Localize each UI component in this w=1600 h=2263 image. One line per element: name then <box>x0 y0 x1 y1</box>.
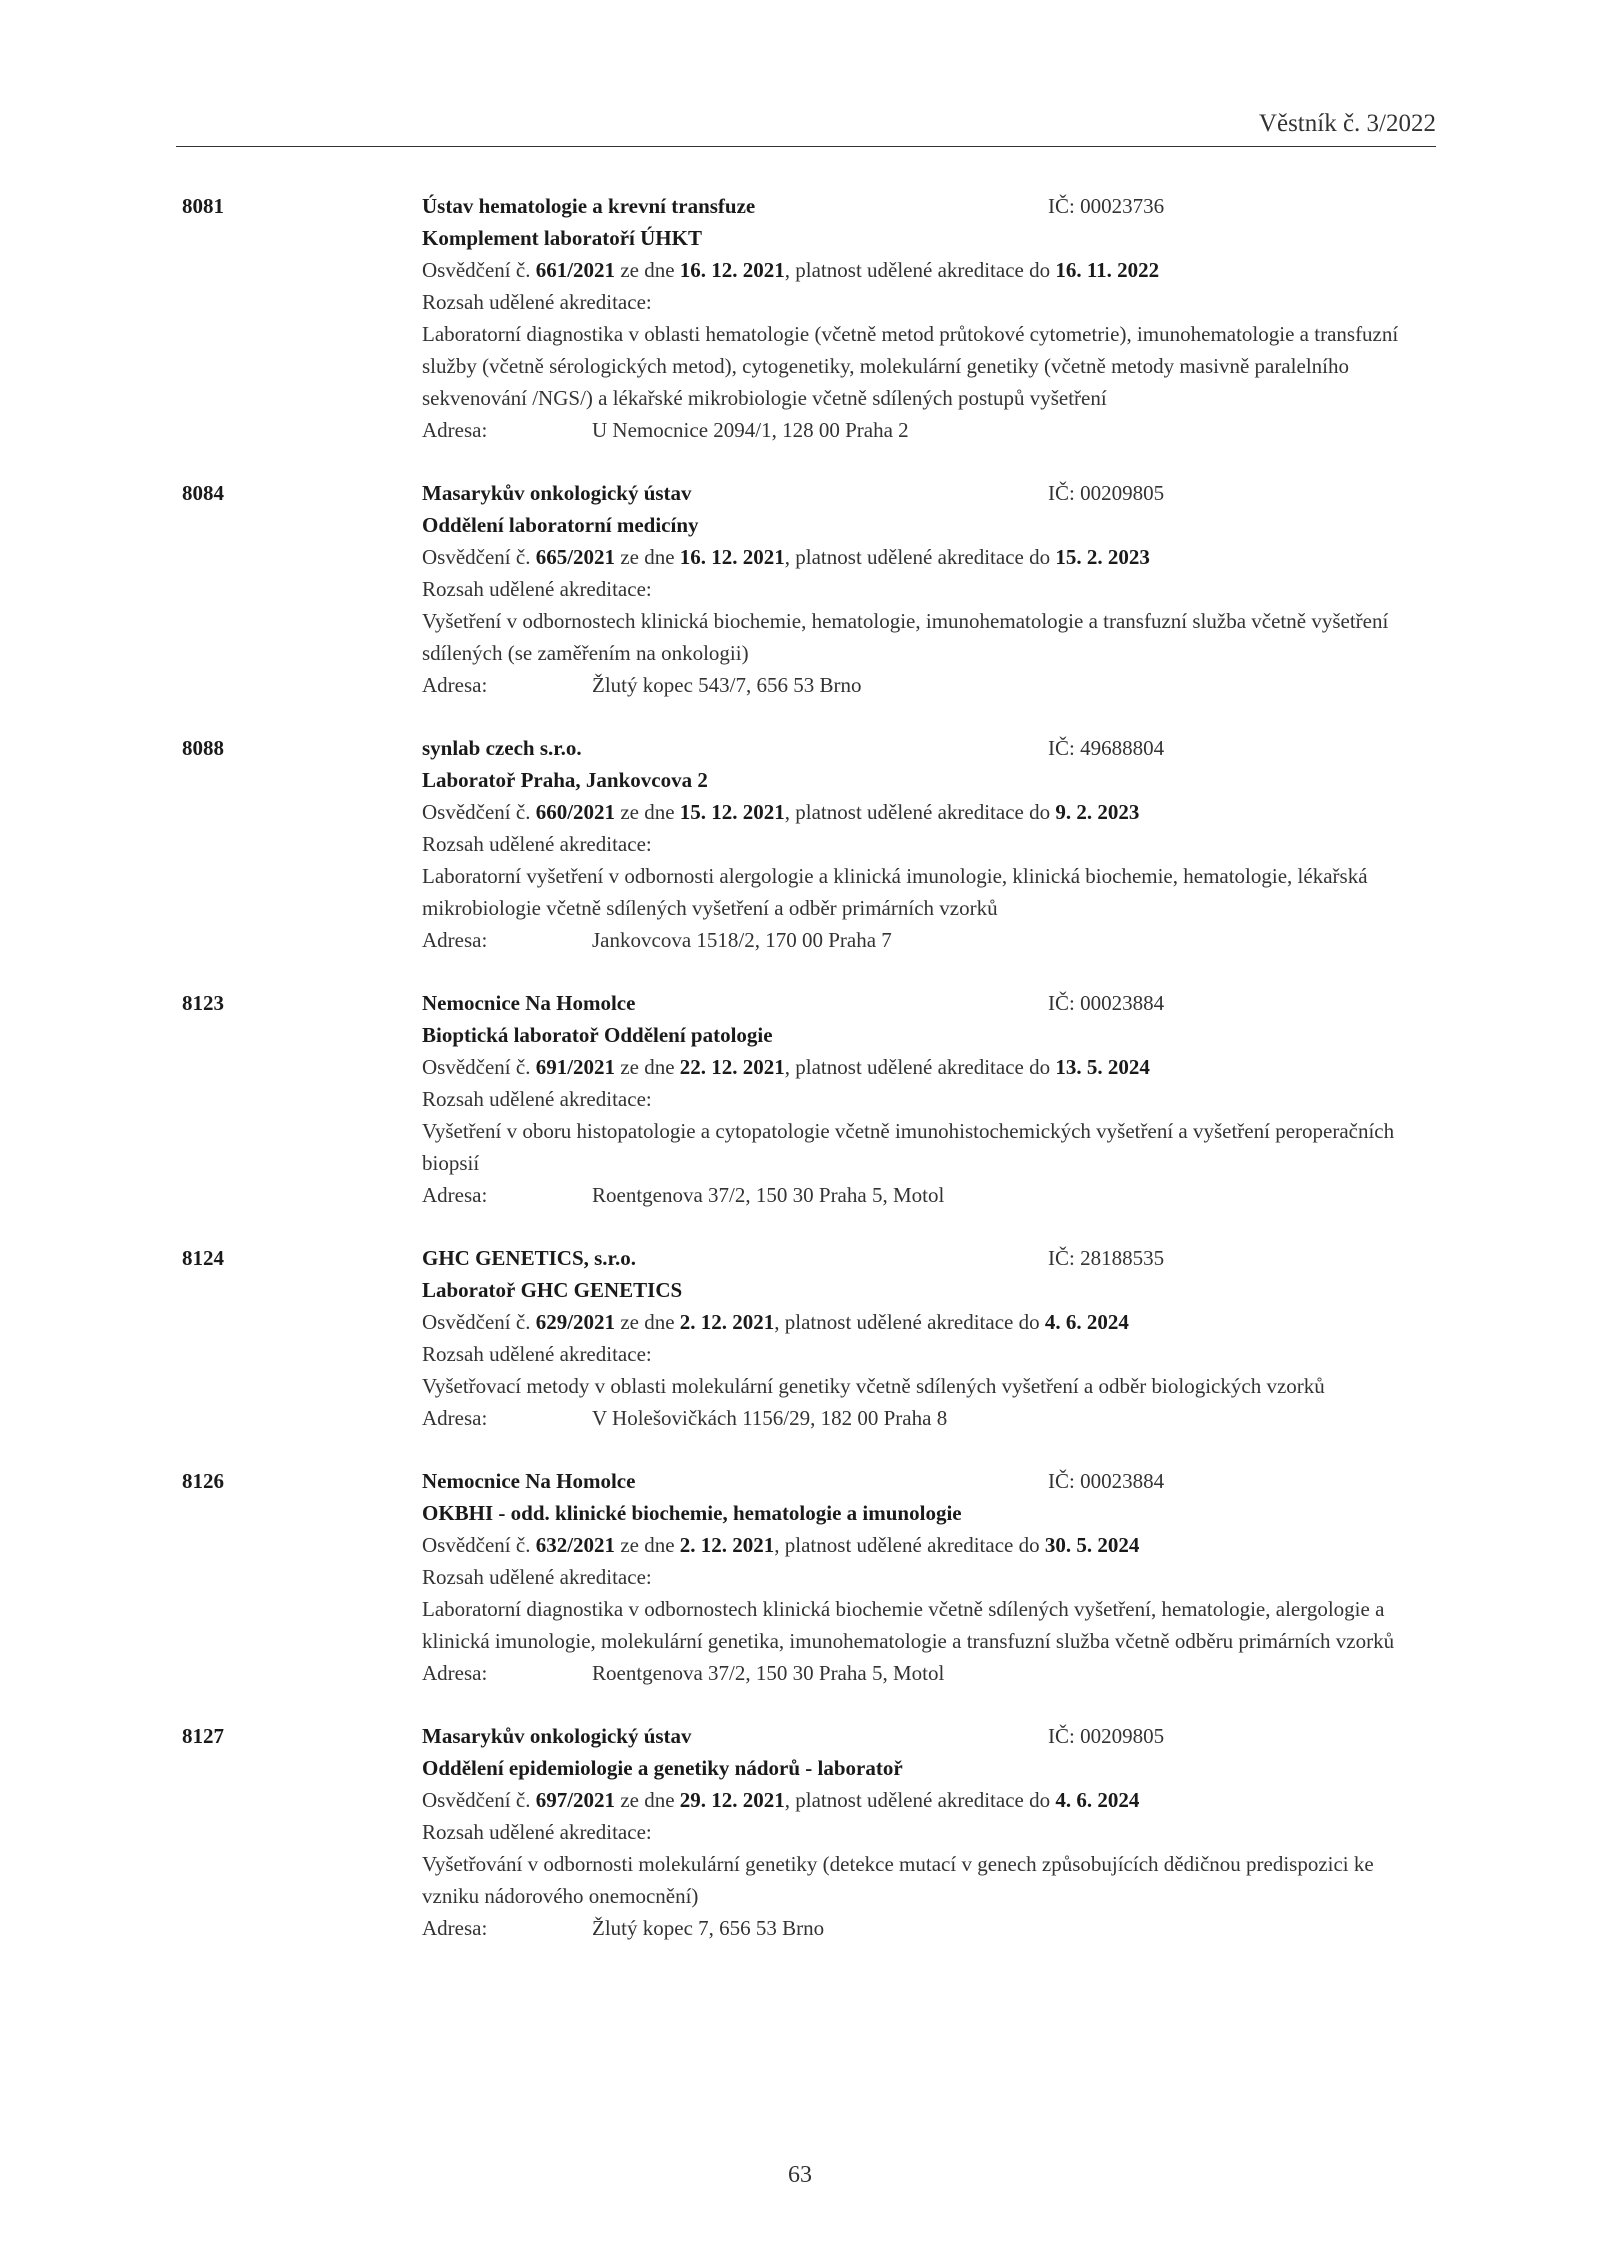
ico-label: IČ: <box>1048 1246 1081 1270</box>
certificate-number: 691/2021 <box>535 1055 616 1079</box>
scope-label: Rozsah udělené akreditace: <box>422 1565 652 1589</box>
ico-label: IČ: <box>1048 736 1081 760</box>
address-line <box>422 1402 1412 1434</box>
journal-title: Věstník č. 3/2022 <box>1258 110 1436 137</box>
entry-body <box>422 190 1412 446</box>
organization-name: Ústav hematologie a krevní transfuze <box>422 194 756 218</box>
ico-field <box>1048 732 1164 764</box>
laboratory-name: Bioptická laboratoř Oddělení patologie <box>422 1023 773 1047</box>
issued-date: 22. 12. 2021 <box>679 1055 785 1079</box>
certificate-number: 697/2021 <box>535 1788 616 1812</box>
ico-label: IČ: <box>1048 1724 1081 1748</box>
address-line <box>422 1657 1412 1689</box>
certificate-label: Osvědčení č. <box>422 1533 536 1557</box>
certificate-number: 665/2021 <box>535 545 616 569</box>
ico-value: 00209805 <box>1080 481 1165 505</box>
valid-until-date: 16. 11. 2022 <box>1055 258 1160 282</box>
entry-body <box>422 732 1412 956</box>
scope-label: Rozsah udělené akreditace: <box>422 577 652 601</box>
ico-label: IČ: <box>1048 481 1081 505</box>
scope-label: Rozsah udělené akreditace: <box>422 1087 652 1111</box>
certificate-line <box>422 1784 1412 1816</box>
accreditation-entry <box>176 1465 1436 1689</box>
ico-field <box>1048 1465 1164 1497</box>
organization-name: Nemocnice Na Homolce <box>422 991 636 1015</box>
issued-date: 2. 12. 2021 <box>679 1533 775 1557</box>
ico-field <box>1048 477 1164 509</box>
entry-body <box>422 1242 1412 1434</box>
issued-label: ze dne <box>615 1533 680 1557</box>
issued-label: ze dne <box>615 800 680 824</box>
ico-value: 00023884 <box>1080 991 1165 1015</box>
address-value: Roentgenova 37/2, 150 30 Praha 5, Motol <box>592 1183 945 1207</box>
certificate-number: 660/2021 <box>535 800 616 824</box>
issued-date: 2. 12. 2021 <box>679 1310 775 1334</box>
validity-label: , platnost udělené akreditace do <box>784 258 1056 282</box>
laboratory-name: Laboratoř GHC GENETICS <box>422 1278 683 1302</box>
accreditation-entry <box>176 732 1436 956</box>
certificate-label: Osvědčení č. <box>422 1788 536 1812</box>
address-line <box>422 1912 1412 1944</box>
organization-name: Masarykův onkologický ústav <box>422 1724 692 1748</box>
validity-label: , platnost udělené akreditace do <box>774 1310 1045 1334</box>
certificate-line <box>422 1306 1412 1338</box>
laboratory-name: Oddělení epidemiologie a genetiky nádorů - laboratoř <box>422 1756 903 1780</box>
ico-value: 28188535 <box>1080 1246 1165 1270</box>
issued-label: ze dne <box>615 1788 680 1812</box>
validity-label: , platnost udělené akreditace do <box>784 545 1056 569</box>
ico-value: 00023736 <box>1080 194 1165 218</box>
laboratory-name: Laboratoř Praha, Jankovcova 2 <box>422 768 708 792</box>
scope-text: Laboratorní diagnostika v odbornostech klinická biochemie včetně sdílených vyšetření, hematologie, alergologie a klinická imunologie, molekulární genetika, imunohematologie a transfuzní služba včetně odběru primárních vzorků <box>422 1597 1395 1653</box>
address-label: Adresa: <box>422 673 488 697</box>
accreditation-entry <box>176 1242 1436 1434</box>
entry-body <box>422 987 1412 1211</box>
certificate-line <box>422 796 1412 828</box>
address-line <box>422 414 1412 446</box>
scope-text: Vyšetření v odbornostech klinická biochemie, hematologie, imunohematologie a transfuzní služba včetně vyšetření sdílených (se zaměřením na onkologii) <box>422 609 1389 665</box>
scope-text: Vyšetřování v odbornosti molekulární genetiky (detekce mutací v genech způsobujících dědičnou predispozici ke vzniku nádorového onemocnění) <box>422 1852 1374 1908</box>
address-value: Jankovcova 1518/2, 170 00 Praha 7 <box>592 928 892 952</box>
certificate-number: 661/2021 <box>535 258 616 282</box>
scope-label: Rozsah udělené akreditace: <box>422 832 652 856</box>
certificate-label: Osvědčení č. <box>422 545 536 569</box>
page-number: 63 <box>788 2162 812 2188</box>
page-header <box>176 108 1436 147</box>
scope-label: Rozsah udělené akreditace: <box>422 1342 652 1366</box>
ico-label: IČ: <box>1048 991 1081 1015</box>
issued-date: 16. 12. 2021 <box>679 545 785 569</box>
entry-number: 8084 <box>182 481 224 505</box>
accreditation-entry <box>176 987 1436 1211</box>
accreditation-entry <box>176 1720 1436 1944</box>
address-label: Adresa: <box>422 1406 488 1430</box>
address-line <box>422 1179 1412 1211</box>
accreditation-list <box>176 190 1436 1975</box>
validity-label: , platnost udělené akreditace do <box>784 800 1056 824</box>
address-value: Roentgenova 37/2, 150 30 Praha 5, Motol <box>592 1661 945 1685</box>
address-label: Adresa: <box>422 1661 488 1685</box>
organization-line <box>422 1242 1412 1274</box>
address-label: Adresa: <box>422 418 488 442</box>
issued-date: 29. 12. 2021 <box>679 1788 785 1812</box>
address-line <box>422 924 1412 956</box>
address-value: U Nemocnice 2094/1, 128 00 Praha 2 <box>592 418 909 442</box>
valid-until-date: 9. 2. 2023 <box>1055 800 1140 824</box>
issued-label: ze dne <box>615 258 680 282</box>
certificate-line <box>422 254 1412 286</box>
validity-label: , platnost udělené akreditace do <box>774 1533 1045 1557</box>
entry-number: 8124 <box>182 1246 224 1270</box>
address-label: Adresa: <box>422 1916 488 1940</box>
scope-text: Laboratorní diagnostika v oblasti hematologie (včetně metod průtokové cytometrie), imunohematologie a transfuzní služby (včetně sérologických metod), cytogenetiky, molekulární genetiky (včetně metody masivně paralelního sekvenování /NGS/) a lékařské mikrobiologie včetně sdílených postupů vyšetření <box>422 322 1399 410</box>
organization-name: Masarykův onkologický ústav <box>422 481 692 505</box>
valid-until-date: 15. 2. 2023 <box>1055 545 1150 569</box>
issued-date: 15. 12. 2021 <box>679 800 785 824</box>
address-value: V Holešovičkách 1156/29, 182 00 Praha 8 <box>592 1406 948 1430</box>
ico-field <box>1048 190 1164 222</box>
entry-number: 8127 <box>182 1724 224 1748</box>
validity-label: , platnost udělené akreditace do <box>784 1788 1056 1812</box>
certificate-label: Osvědčení č. <box>422 800 536 824</box>
organization-name: synlab czech s.r.o. <box>422 736 582 760</box>
issued-label: ze dne <box>615 545 680 569</box>
ico-field <box>1048 987 1164 1019</box>
scope-text: Vyšetřovací metody v oblasti molekulární genetiky včetně sdílených vyšetření a odběr biologických vzorků <box>422 1374 1325 1398</box>
valid-until-date: 13. 5. 2024 <box>1055 1055 1150 1079</box>
scope-label: Rozsah udělené akreditace: <box>422 290 652 314</box>
organization-name: GHC GENETICS, s.r.o. <box>422 1246 636 1270</box>
address-line <box>422 669 1412 701</box>
ico-label: IČ: <box>1048 194 1081 218</box>
certificate-label: Osvědčení č. <box>422 258 536 282</box>
address-value: Žlutý kopec 543/7, 656 53 Brno <box>592 673 862 697</box>
organization-line <box>422 1720 1412 1752</box>
organization-line <box>422 190 1412 222</box>
organization-line <box>422 732 1412 764</box>
certificate-label: Osvědčení č. <box>422 1055 536 1079</box>
ico-field <box>1048 1720 1164 1752</box>
certificate-number: 632/2021 <box>535 1533 616 1557</box>
entry-body <box>422 1720 1412 1944</box>
entry-number: 8123 <box>182 991 224 1015</box>
scope-text: Laboratorní vyšetření v odbornosti alergologie a klinická imunologie, klinická biochemie, hematologie, lékařská mikrobiologie včetně sdílených vyšetření a odběr primárních vzorků <box>422 864 1368 920</box>
valid-until-date: 4. 6. 2024 <box>1055 1788 1140 1812</box>
ico-field <box>1048 1242 1164 1274</box>
issued-label: ze dne <box>615 1055 680 1079</box>
ico-value: 00209805 <box>1080 1724 1165 1748</box>
accreditation-entry <box>176 477 1436 701</box>
valid-until-date: 30. 5. 2024 <box>1044 1533 1140 1557</box>
ico-label: IČ: <box>1048 1469 1081 1493</box>
address-label: Adresa: <box>422 1183 488 1207</box>
laboratory-name: OKBHI - odd. klinické biochemie, hematologie a imunologie <box>422 1501 962 1525</box>
entry-body <box>422 477 1412 701</box>
entry-number: 8088 <box>182 736 224 760</box>
certificate-line <box>422 541 1412 573</box>
address-value: Žlutý kopec 7, 656 53 Brno <box>592 1916 825 1940</box>
entry-number: 8081 <box>182 194 224 218</box>
ico-value: 00023884 <box>1080 1469 1165 1493</box>
issued-label: ze dne <box>615 1310 680 1334</box>
ico-value: 49688804 <box>1080 736 1165 760</box>
certificate-number: 629/2021 <box>535 1310 616 1334</box>
laboratory-name: Oddělení laboratorní medicíny <box>422 513 699 537</box>
entry-number: 8126 <box>182 1469 224 1493</box>
scope-label: Rozsah udělené akreditace: <box>422 1820 652 1844</box>
valid-until-date: 4. 6. 2024 <box>1044 1310 1129 1334</box>
issued-date: 16. 12. 2021 <box>679 258 785 282</box>
organization-line <box>422 477 1412 509</box>
certificate-label: Osvědčení č. <box>422 1310 536 1334</box>
entry-body <box>422 1465 1412 1689</box>
laboratory-name: Komplement laboratoří ÚHKT <box>422 226 702 250</box>
organization-line <box>422 987 1412 1019</box>
validity-label: , platnost udělené akreditace do <box>784 1055 1056 1079</box>
accreditation-entry <box>176 190 1436 446</box>
organization-line <box>422 1465 1412 1497</box>
certificate-line <box>422 1051 1412 1083</box>
scope-text: Vyšetření v oboru histopatologie a cytopatologie včetně imunohistochemických vyšetření a vyšetření peroperačních biopsií <box>422 1119 1395 1175</box>
certificate-line <box>422 1529 1412 1561</box>
address-label: Adresa: <box>422 928 488 952</box>
organization-name: Nemocnice Na Homolce <box>422 1469 636 1493</box>
